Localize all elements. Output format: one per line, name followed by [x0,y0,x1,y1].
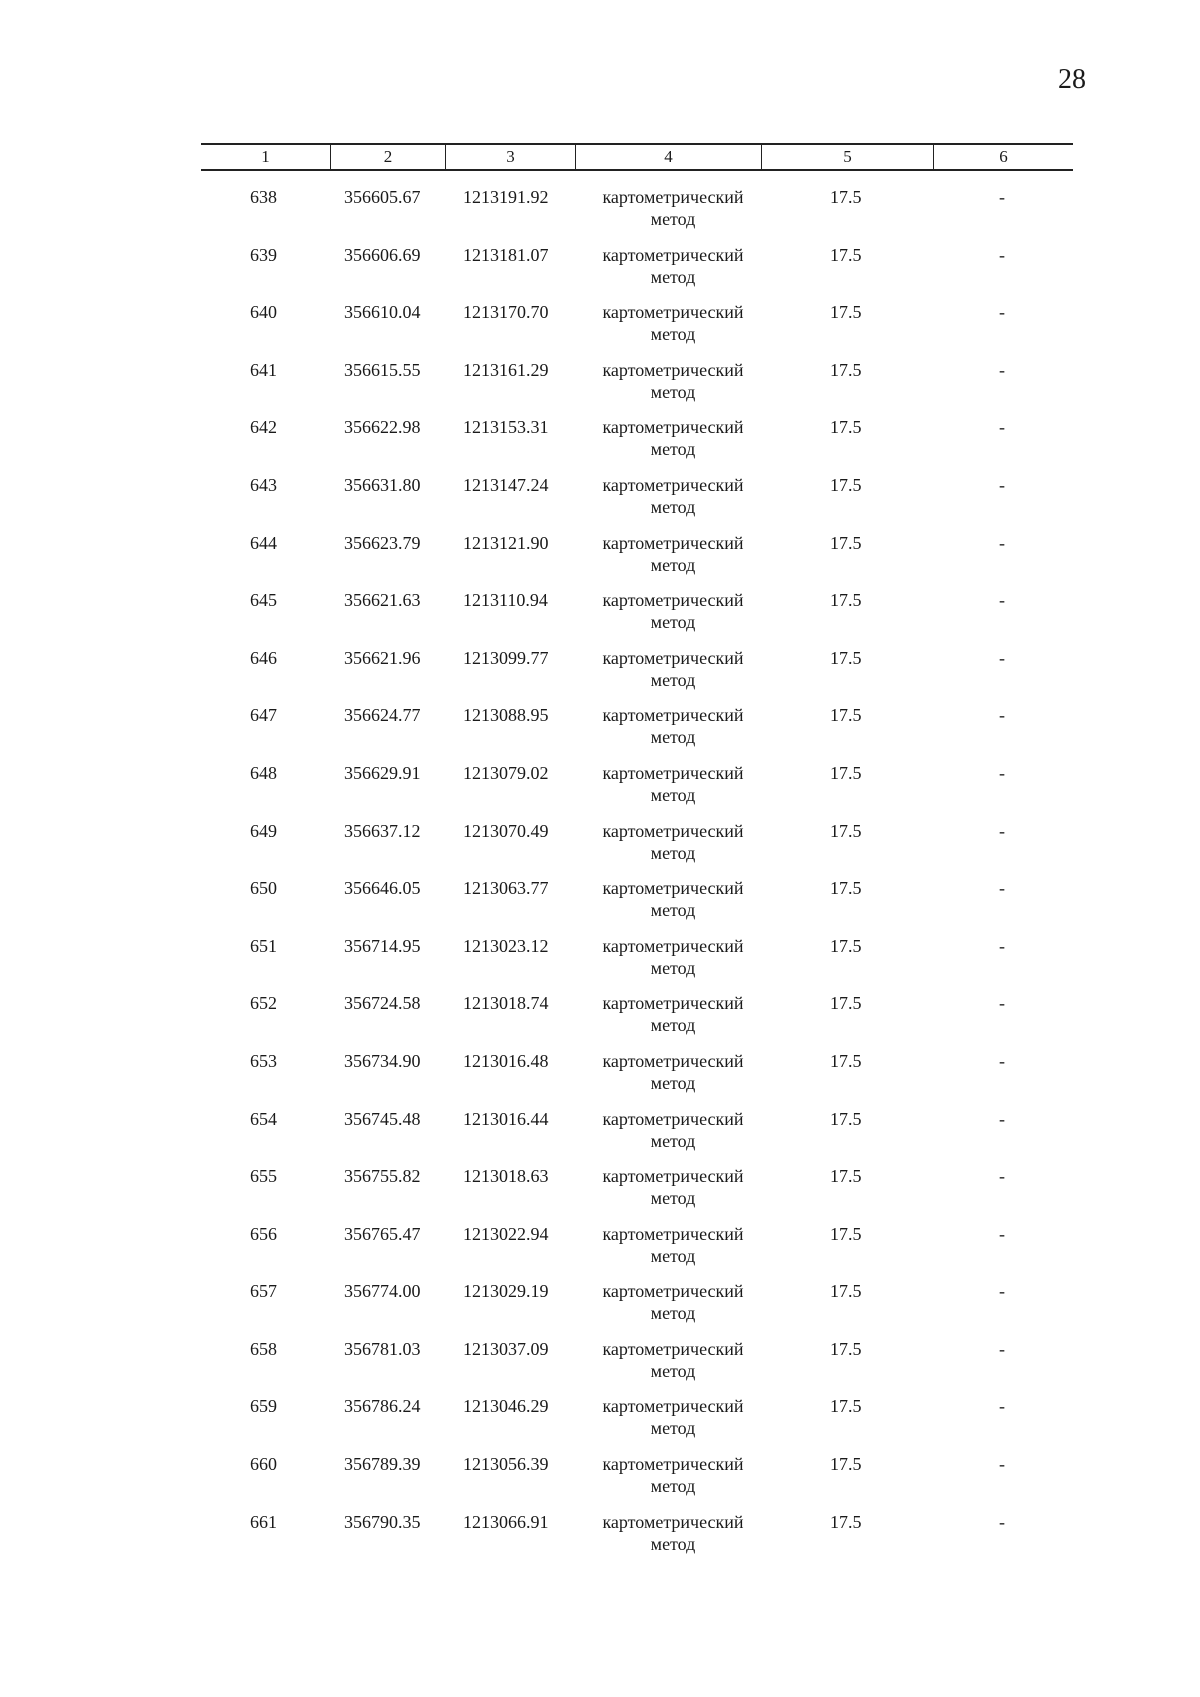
point-number-cell: 658 [250,1338,277,1359]
method-line-1: картометрический [602,359,744,380]
value-cell: 17.5 [830,1396,862,1417]
table-row [0,1280,1200,1338]
method-line-1: картометрический [602,1454,744,1475]
value-cell: 17.5 [830,1223,862,1244]
extra-cell: - [999,1338,1005,1359]
y-coordinate-cell: 1213088.95 [463,705,549,726]
method-line-2: метод [650,1130,696,1151]
extra-cell: - [999,1511,1005,1532]
value-cell: 17.5 [830,417,862,438]
x-coordinate-cell: 356745.48 [344,1108,421,1129]
method-cell [593,1395,753,1439]
table-row [0,1108,1200,1166]
x-coordinate-cell: 356615.55 [344,359,421,380]
table-row [0,704,1200,762]
extra-cell: - [999,705,1005,726]
extra-cell: - [999,359,1005,380]
method-line-1: картометрический [602,1108,744,1129]
method-line-2: метод [650,1533,696,1554]
extra-cell: - [999,474,1005,495]
y-coordinate-cell: 1213018.63 [463,1166,549,1187]
extra-cell: - [999,187,1005,207]
point-number-cell: 660 [250,1454,277,1475]
method-line-2: метод [650,1072,696,1093]
method-line-2: метод [650,957,696,978]
extra-cell: - [999,590,1005,611]
x-coordinate-cell: 356755.82 [344,1166,421,1187]
point-number-cell: 659 [250,1396,277,1417]
method-cell [593,820,753,864]
point-number-cell: 639 [250,244,277,265]
method-cell [593,359,753,403]
y-coordinate-cell: 1213018.74 [463,993,549,1014]
value-cell: 17.5 [830,1281,862,1302]
method-line-1: картометрический [602,705,744,726]
extra-cell: - [999,1223,1005,1244]
table-row [0,762,1200,820]
x-coordinate-cell: 356724.58 [344,993,421,1014]
value-cell: 17.5 [830,705,862,726]
y-coordinate-cell: 1213029.19 [463,1281,549,1302]
value-cell: 17.5 [830,878,862,899]
y-coordinate-cell: 1213191.92 [463,187,549,207]
x-coordinate-cell: 356621.63 [344,590,421,611]
column-header-6: 6 [933,145,1073,169]
table-row [0,186,1200,244]
method-line-1: картометрический [602,590,744,611]
method-line-1: картометрический [602,762,744,783]
value-cell: 17.5 [830,359,862,380]
point-number-cell: 661 [250,1511,277,1532]
method-cell [593,1338,753,1382]
method-line-1: картометрический [602,302,744,323]
point-number-cell: 644 [250,532,277,553]
table-row [0,1338,1200,1396]
method-line-2: метод [650,727,696,748]
point-number-cell: 641 [250,359,277,380]
value-cell: 17.5 [830,1050,862,1071]
y-coordinate-cell: 1213046.29 [463,1396,549,1417]
y-coordinate-cell: 1213170.70 [463,302,549,323]
y-coordinate-cell: 1213063.77 [463,878,549,899]
point-number-cell: 648 [250,762,277,783]
value-cell: 17.5 [830,1338,862,1359]
x-coordinate-cell: 356790.35 [344,1511,421,1532]
method-cell [593,992,753,1036]
method-line-1: картометрический [602,417,744,438]
x-coordinate-cell: 356610.04 [344,302,421,323]
y-coordinate-cell: 1213037.09 [463,1338,549,1359]
method-line-2: метод [650,1303,696,1324]
y-coordinate-cell: 1213070.49 [463,820,549,841]
page-number: 28 [1058,64,1086,95]
method-line-1: картометрический [602,187,744,207]
method-line-2: метод [650,1418,696,1439]
method-cell [593,1453,753,1497]
method-line-2: метод [650,1015,696,1036]
value-cell: 17.5 [830,1454,862,1475]
method-line-2: метод [650,784,696,805]
y-coordinate-cell: 1213121.90 [463,532,549,553]
method-line-2: метод [650,266,696,287]
table-row [0,820,1200,878]
value-cell: 17.5 [830,302,862,323]
x-coordinate-cell: 356631.80 [344,474,421,495]
table-row [0,532,1200,590]
method-cell [593,532,753,576]
point-number-cell: 655 [250,1166,277,1187]
method-line-2: метод [650,439,696,460]
method-line-2: метод [650,554,696,575]
value-cell: 17.5 [830,993,862,1014]
method-line-1: картометрический [602,1223,744,1244]
x-coordinate-cell: 356714.95 [344,935,421,956]
y-coordinate-cell: 1213079.02 [463,762,549,783]
column-header-4: 4 [575,145,761,169]
extra-cell: - [999,878,1005,899]
y-coordinate-cell: 1213110.94 [463,590,548,611]
y-coordinate-cell: 1213023.12 [463,935,549,956]
table-row [0,1511,1200,1569]
point-number-cell: 653 [250,1050,277,1071]
method-line-2: метод [650,1360,696,1381]
extra-cell: - [999,762,1005,783]
x-coordinate-cell: 356774.00 [344,1281,421,1302]
value-cell: 17.5 [830,647,862,668]
table-row [0,1050,1200,1108]
method-cell [593,1511,753,1555]
extra-cell: - [999,935,1005,956]
table-row [0,992,1200,1050]
extra-cell: - [999,993,1005,1014]
method-line-1: картометрический [602,244,744,265]
table-row [0,589,1200,647]
y-coordinate-cell: 1213022.94 [463,1223,549,1244]
y-coordinate-cell: 1213056.39 [463,1454,549,1475]
y-coordinate-cell: 1213099.77 [463,647,549,668]
x-coordinate-cell: 356734.90 [344,1050,421,1071]
x-coordinate-cell: 356624.77 [344,705,421,726]
x-coordinate-cell: 356637.12 [344,820,421,841]
method-cell [593,1223,753,1267]
extra-cell: - [999,532,1005,553]
method-line-2: метод [650,1188,696,1209]
x-coordinate-cell: 356606.69 [344,244,421,265]
y-coordinate-cell: 1213016.44 [463,1108,549,1129]
method-line-1: картометрический [602,1050,744,1071]
extra-cell: - [999,302,1005,323]
extra-cell: - [999,1108,1005,1129]
method-cell [593,186,753,230]
method-line-1: картометрический [602,647,744,668]
value-cell: 17.5 [830,1166,862,1187]
point-number-cell: 638 [250,187,277,207]
method-line-2: метод [650,496,696,517]
x-coordinate-cell: 356623.79 [344,532,421,553]
x-coordinate-cell: 356781.03 [344,1338,421,1359]
value-cell: 17.5 [830,935,862,956]
table-row [0,647,1200,705]
x-coordinate-cell: 356789.39 [344,1454,421,1475]
x-coordinate-cell: 356765.47 [344,1223,421,1244]
method-line-2: метод [650,1245,696,1266]
method-cell [593,1108,753,1152]
extra-cell: - [999,244,1005,265]
method-cell [593,935,753,979]
table-row [0,877,1200,935]
method-cell [593,1050,753,1094]
table-row [0,1453,1200,1511]
method-line-1: картометрический [602,474,744,495]
table-row [0,1165,1200,1223]
x-coordinate-cell: 356646.05 [344,878,421,899]
point-number-cell: 652 [250,993,277,1014]
value-cell: 17.5 [830,532,862,553]
extra-cell: - [999,1050,1005,1071]
y-coordinate-cell: 1213153.31 [463,417,549,438]
x-coordinate-cell: 356622.98 [344,417,421,438]
x-coordinate-cell: 356786.24 [344,1396,421,1417]
method-line-2: метод [650,1476,696,1497]
method-line-1: картометрический [602,878,744,899]
y-coordinate-cell: 1213161.29 [463,359,549,380]
method-line-2: метод [650,842,696,863]
column-header-3: 3 [445,145,575,169]
x-coordinate-cell: 356629.91 [344,762,421,783]
y-coordinate-cell: 1213066.91 [463,1511,549,1532]
method-line-1: картометрический [602,993,744,1014]
value-cell: 17.5 [830,187,862,207]
table-row [0,301,1200,359]
method-line-1: картометрический [602,820,744,841]
point-number-cell: 643 [250,474,277,495]
extra-cell: - [999,647,1005,668]
point-number-cell: 654 [250,1108,277,1129]
method-cell [593,589,753,633]
extra-cell: - [999,1281,1005,1302]
method-cell [593,301,753,345]
table-header [201,143,1073,171]
method-line-2: метод [650,381,696,402]
column-header-5: 5 [761,145,933,169]
value-cell: 17.5 [830,474,862,495]
y-coordinate-cell: 1213016.48 [463,1050,549,1071]
point-number-cell: 650 [250,878,277,899]
point-number-cell: 647 [250,705,277,726]
extra-cell: - [999,417,1005,438]
point-number-cell: 656 [250,1223,277,1244]
table-row [0,416,1200,474]
point-number-cell: 642 [250,417,277,438]
extra-cell: - [999,820,1005,841]
method-cell [593,877,753,921]
table-row [0,244,1200,302]
y-coordinate-cell: 1213181.07 [463,244,549,265]
method-line-2: метод [650,324,696,345]
table-body [0,186,1200,1568]
point-number-cell: 657 [250,1281,277,1302]
method-line-1: картометрический [602,1511,744,1532]
method-line-2: метод [650,669,696,690]
column-header-2: 2 [330,145,445,169]
x-coordinate-cell: 356605.67 [344,187,421,207]
extra-cell: - [999,1166,1005,1187]
value-cell: 17.5 [830,244,862,265]
method-cell [593,416,753,460]
value-cell: 17.5 [830,590,862,611]
value-cell: 17.5 [830,1108,862,1129]
method-line-2: метод [650,612,696,633]
table-row [0,935,1200,993]
point-number-cell: 651 [250,935,277,956]
method-line-1: картометрический [602,532,744,553]
method-line-1: картометрический [602,1281,744,1302]
point-number-cell: 649 [250,820,277,841]
value-cell: 17.5 [830,762,862,783]
method-line-1: картометрический [602,1338,744,1359]
method-cell [593,704,753,748]
point-number-cell: 640 [250,302,277,323]
value-cell: 17.5 [830,1511,862,1532]
method-cell [593,1280,753,1324]
extra-cell: - [999,1396,1005,1417]
method-line-1: картометрический [602,935,744,956]
method-cell [593,647,753,691]
method-cell [593,474,753,518]
x-coordinate-cell: 356621.96 [344,647,421,668]
table-row [0,1395,1200,1453]
point-number-cell: 646 [250,647,277,668]
method-line-2: метод [650,900,696,921]
method-line-2: метод [650,209,696,229]
method-cell [593,244,753,288]
table-row [0,474,1200,532]
value-cell: 17.5 [830,820,862,841]
column-header-1: 1 [261,147,270,166]
y-coordinate-cell: 1213147.24 [463,474,549,495]
table-row [0,1223,1200,1281]
table-row [0,359,1200,417]
method-cell [593,762,753,806]
point-number-cell: 645 [250,590,277,611]
method-cell [593,1165,753,1209]
method-line-1: картометрический [602,1396,744,1417]
method-line-1: картометрический [602,1166,744,1187]
extra-cell: - [999,1454,1005,1475]
